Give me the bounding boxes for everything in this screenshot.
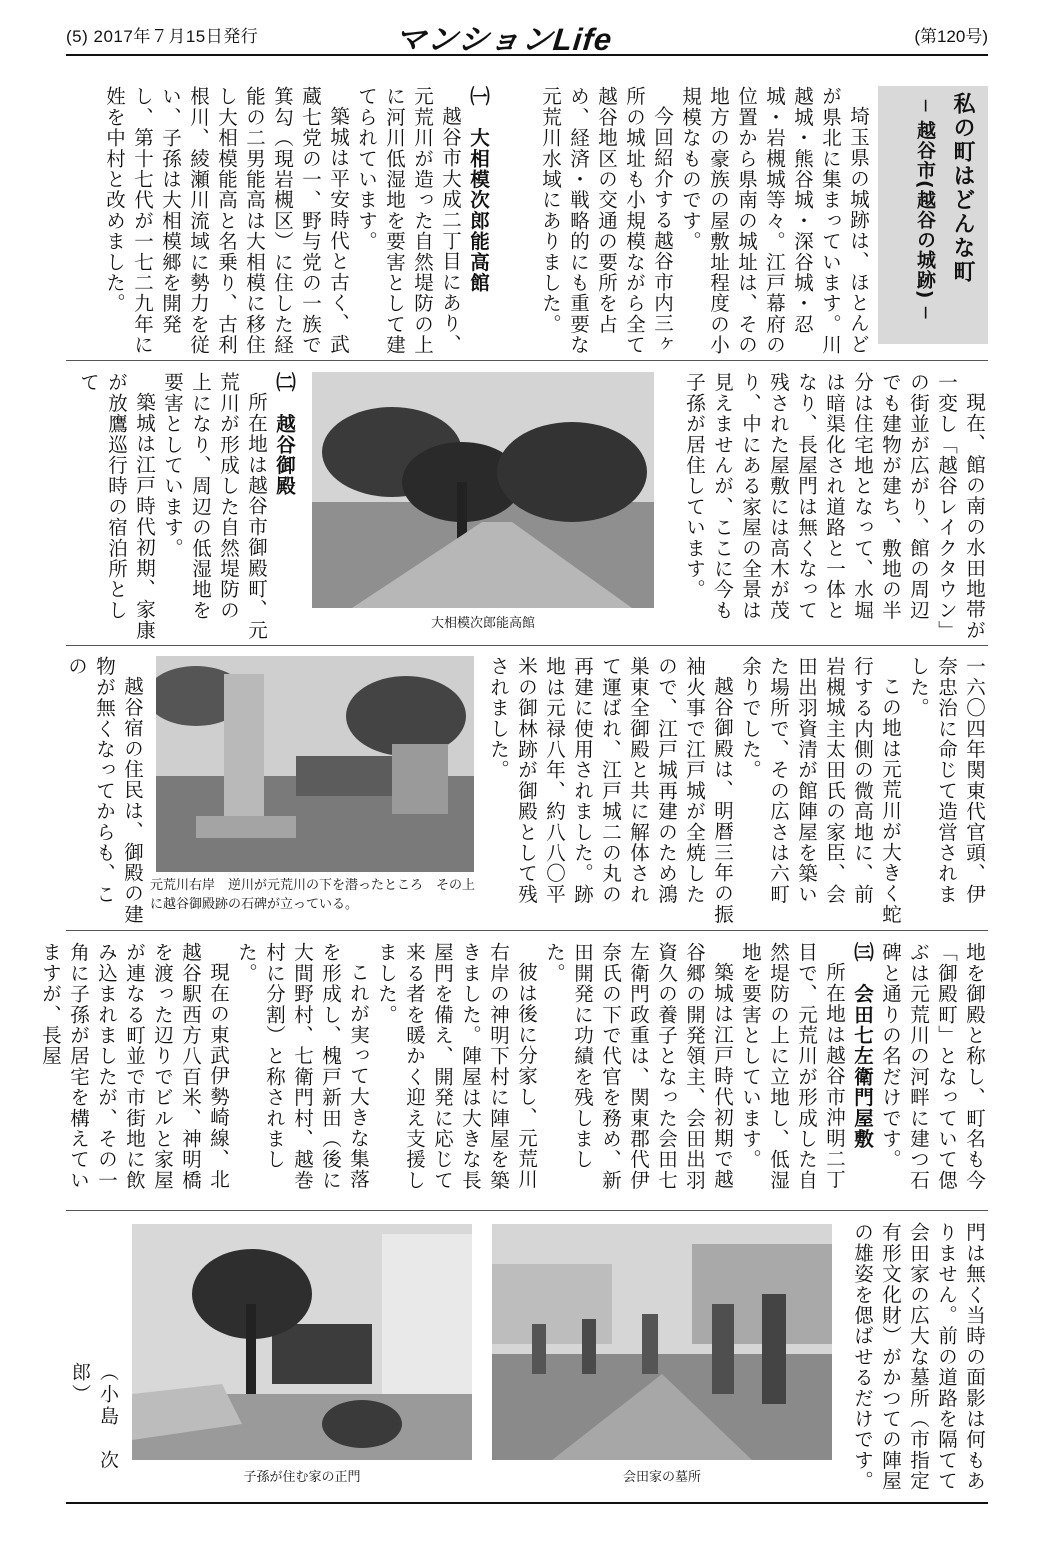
caption-photo-3: 子孫が住む家の正門 [243, 1470, 361, 1485]
section-3-paragraph-4: これが実って大きな集落を形成し、槐戸新田（後に大間野村、七衛門村、越巻村に分割）と称されました。 [235, 942, 370, 1191]
section-1-heading: ㈠ 大相模次郎能高館 [467, 86, 490, 293]
photo-aida-family-graves-image [492, 1224, 832, 1460]
photo-ohsagami-residence-image [312, 372, 654, 608]
row-3-left-text [66, 656, 146, 924]
intro-text [516, 86, 872, 356]
row-3-right-text [484, 656, 988, 924]
section-2-text [66, 372, 298, 640]
row-3-left-paragraph: 越谷宿の住民は、御殿の建物が無くなってからも、この [65, 656, 144, 924]
intro-paragraph-2: 今回紹介する越谷市内三ヶ所の城址も小規模ながら全て越谷地区の交通の要所を占め、経済・戦略的にも重要な元荒川水域にありました。 [539, 86, 674, 356]
row-5-continuation: 門は無く当時の面影は何もありません。前の道路を隔てて会田家の広大な墓所（市指定有形文化財）がかつての陣屋の雄姿を偲ばせるだけです。 [851, 1222, 986, 1492]
caption-photo-1: 大相模次郎能高館 [430, 616, 535, 631]
section-3-heading: ㈢ 会田七左衛門屋敷 [851, 942, 874, 1149]
section-1-text [66, 86, 492, 356]
row-2-right-text [672, 372, 988, 640]
photo-aida-family-graves [492, 1224, 832, 1460]
section-3-paragraph-5: 現在の東武伊勢崎線、北越谷駅西方八百米、神明橋を渡った辺りでビルと家屋が連なる町並で市街地に飲み込まれましたが、その一角に子孫が居宅を構えていますが、長屋 [39, 942, 230, 1191]
row-5-right-text [846, 1222, 988, 1492]
header-rule [66, 54, 988, 56]
author-signature: （小島 次郎） [69, 1362, 119, 1472]
section-3-paragraph-1: 所在地は越谷市沖明二丁目で、元荒川が形成した自然堤防の上に立地し、低湿地を要害としています。 [739, 942, 846, 1191]
caption-photo-2: 元荒川右岸 逆川が元荒川の下を潜ったところ その上に越谷御殿跡の石碑が立っている。 [150, 878, 476, 912]
row-3-paragraph-1: この地は元荒川が大きく蛇行する内側の微高地に、前岩槻城主太田氏の家臣、会田出羽資清が館陣屋を築いた場所で、その広さは六町余りでした。 [739, 656, 902, 924]
footer-rule [66, 1502, 988, 1504]
photo-koshigaya-goten-stone [156, 656, 474, 872]
section-1-paragraph-2: 築城は平安時代と古く、武蔵七党の一、野与党の一族で箕勾（現岩槻区）に住した経能の二男能高は大相模に移住し大相模能高と名乗り、古利根川、綾瀬川流域に勢力を従い、子孫は大相模郷を開発し、第十七代が一七二九年に姓を中村と改めました。 [103, 86, 350, 356]
section-2-heading: ㈡ 越谷御殿 [273, 372, 296, 497]
newsletter-title: マンションLife [392, 22, 615, 57]
divider-2 [66, 645, 988, 646]
photo-ohsagami-residence [312, 372, 654, 608]
row-2-paragraph: 現在、館の南の水田地帯が一変し「越谷レイクタウン」の街並が広がり、館の周辺でも建物が建ち、敷地の半分は住宅地となって、水堀は暗渠化され道路と一体となり、長屋門は無くなって残された屋敷には高木が茂り、中にある家屋の全景は見えませんが、ここに今も子孫が居住しています。 [683, 372, 986, 640]
divider-3 [66, 930, 988, 931]
issue-date: (5) 2017年７月15日発行 [66, 27, 259, 46]
article-title-box [878, 86, 988, 344]
section-3-paragraph-2: 築城は江戸時代初期で越谷郷の開発領主、会田出羽資久の養子となった会田七左衛門政重は、関東郡代伊奈氏の下で代官を務め、新田開発に功績を残しました。 [543, 942, 734, 1191]
row-4-continuation: 地を御殿と称し、町名も今「御殿町」となっていて偲ぶは元荒川の河畔に建つ石碑と通りの名だけです。 [879, 942, 986, 1191]
divider-4 [66, 1210, 988, 1211]
divider-1 [66, 360, 988, 361]
photo-descendant-gate-image [132, 1224, 472, 1460]
article-title: 私の町はどんな町 [950, 92, 975, 284]
row-3-continuation: 一六〇四年関東代官頭、伊奈忠治に命じて造営されました。 [907, 656, 986, 905]
photo-koshigaya-goten-stone-image [156, 656, 474, 872]
section-2-paragraph-1: 所在地は越谷市御殿町、元荒川が形成した自然堤防の上になり、周辺の低湿地を要害としています。 [161, 372, 268, 640]
caption-photo-4: 会田家の墓所 [622, 1470, 701, 1485]
row-3-paragraph-2: 越谷御殿は、明暦三年の振袖火事で江戸城が全焼したので、江戸城再建のため鴻巣東全御殿と共に解体されて運ばれ、江戸城二の丸の再建に使用されました。跡地は元禄八年、約八八〇平米の御林跡が御殿として残されました。 [487, 656, 734, 924]
section-2-paragraph-2: 築城は江戸時代初期、家康が放鷹巡行時の宿泊所として [77, 372, 156, 640]
article-subtitle: ─ 越谷市(越谷の城跡) ─ [914, 100, 936, 320]
issue-number: (第120号) [914, 27, 988, 46]
photo-descendant-gate [132, 1224, 472, 1460]
row-4-text [39, 942, 988, 1204]
section-1-paragraph-1: 越谷市大成二丁目にあり、元荒川が造った自然堤防の上に河川低湿地を要害として建てられています。 [355, 86, 462, 356]
section-3-paragraph-3: 彼は後に分家し、元荒川右岸の神明下村に陣屋を築きました。陣屋は大きな長屋門を備え、開発に応じて来る者を暖かく迎え支援しました。 [375, 942, 538, 1191]
intro-paragraph-1: 埼玉県の城跡は、ほとんどが県北に集まっています。川越城・熊谷城・深谷城・忍城・岩槻城等々。江戸幕府の位置から県南の城址は、その地方の豪族の屋敷址程度の小規模なものです。 [679, 86, 870, 356]
